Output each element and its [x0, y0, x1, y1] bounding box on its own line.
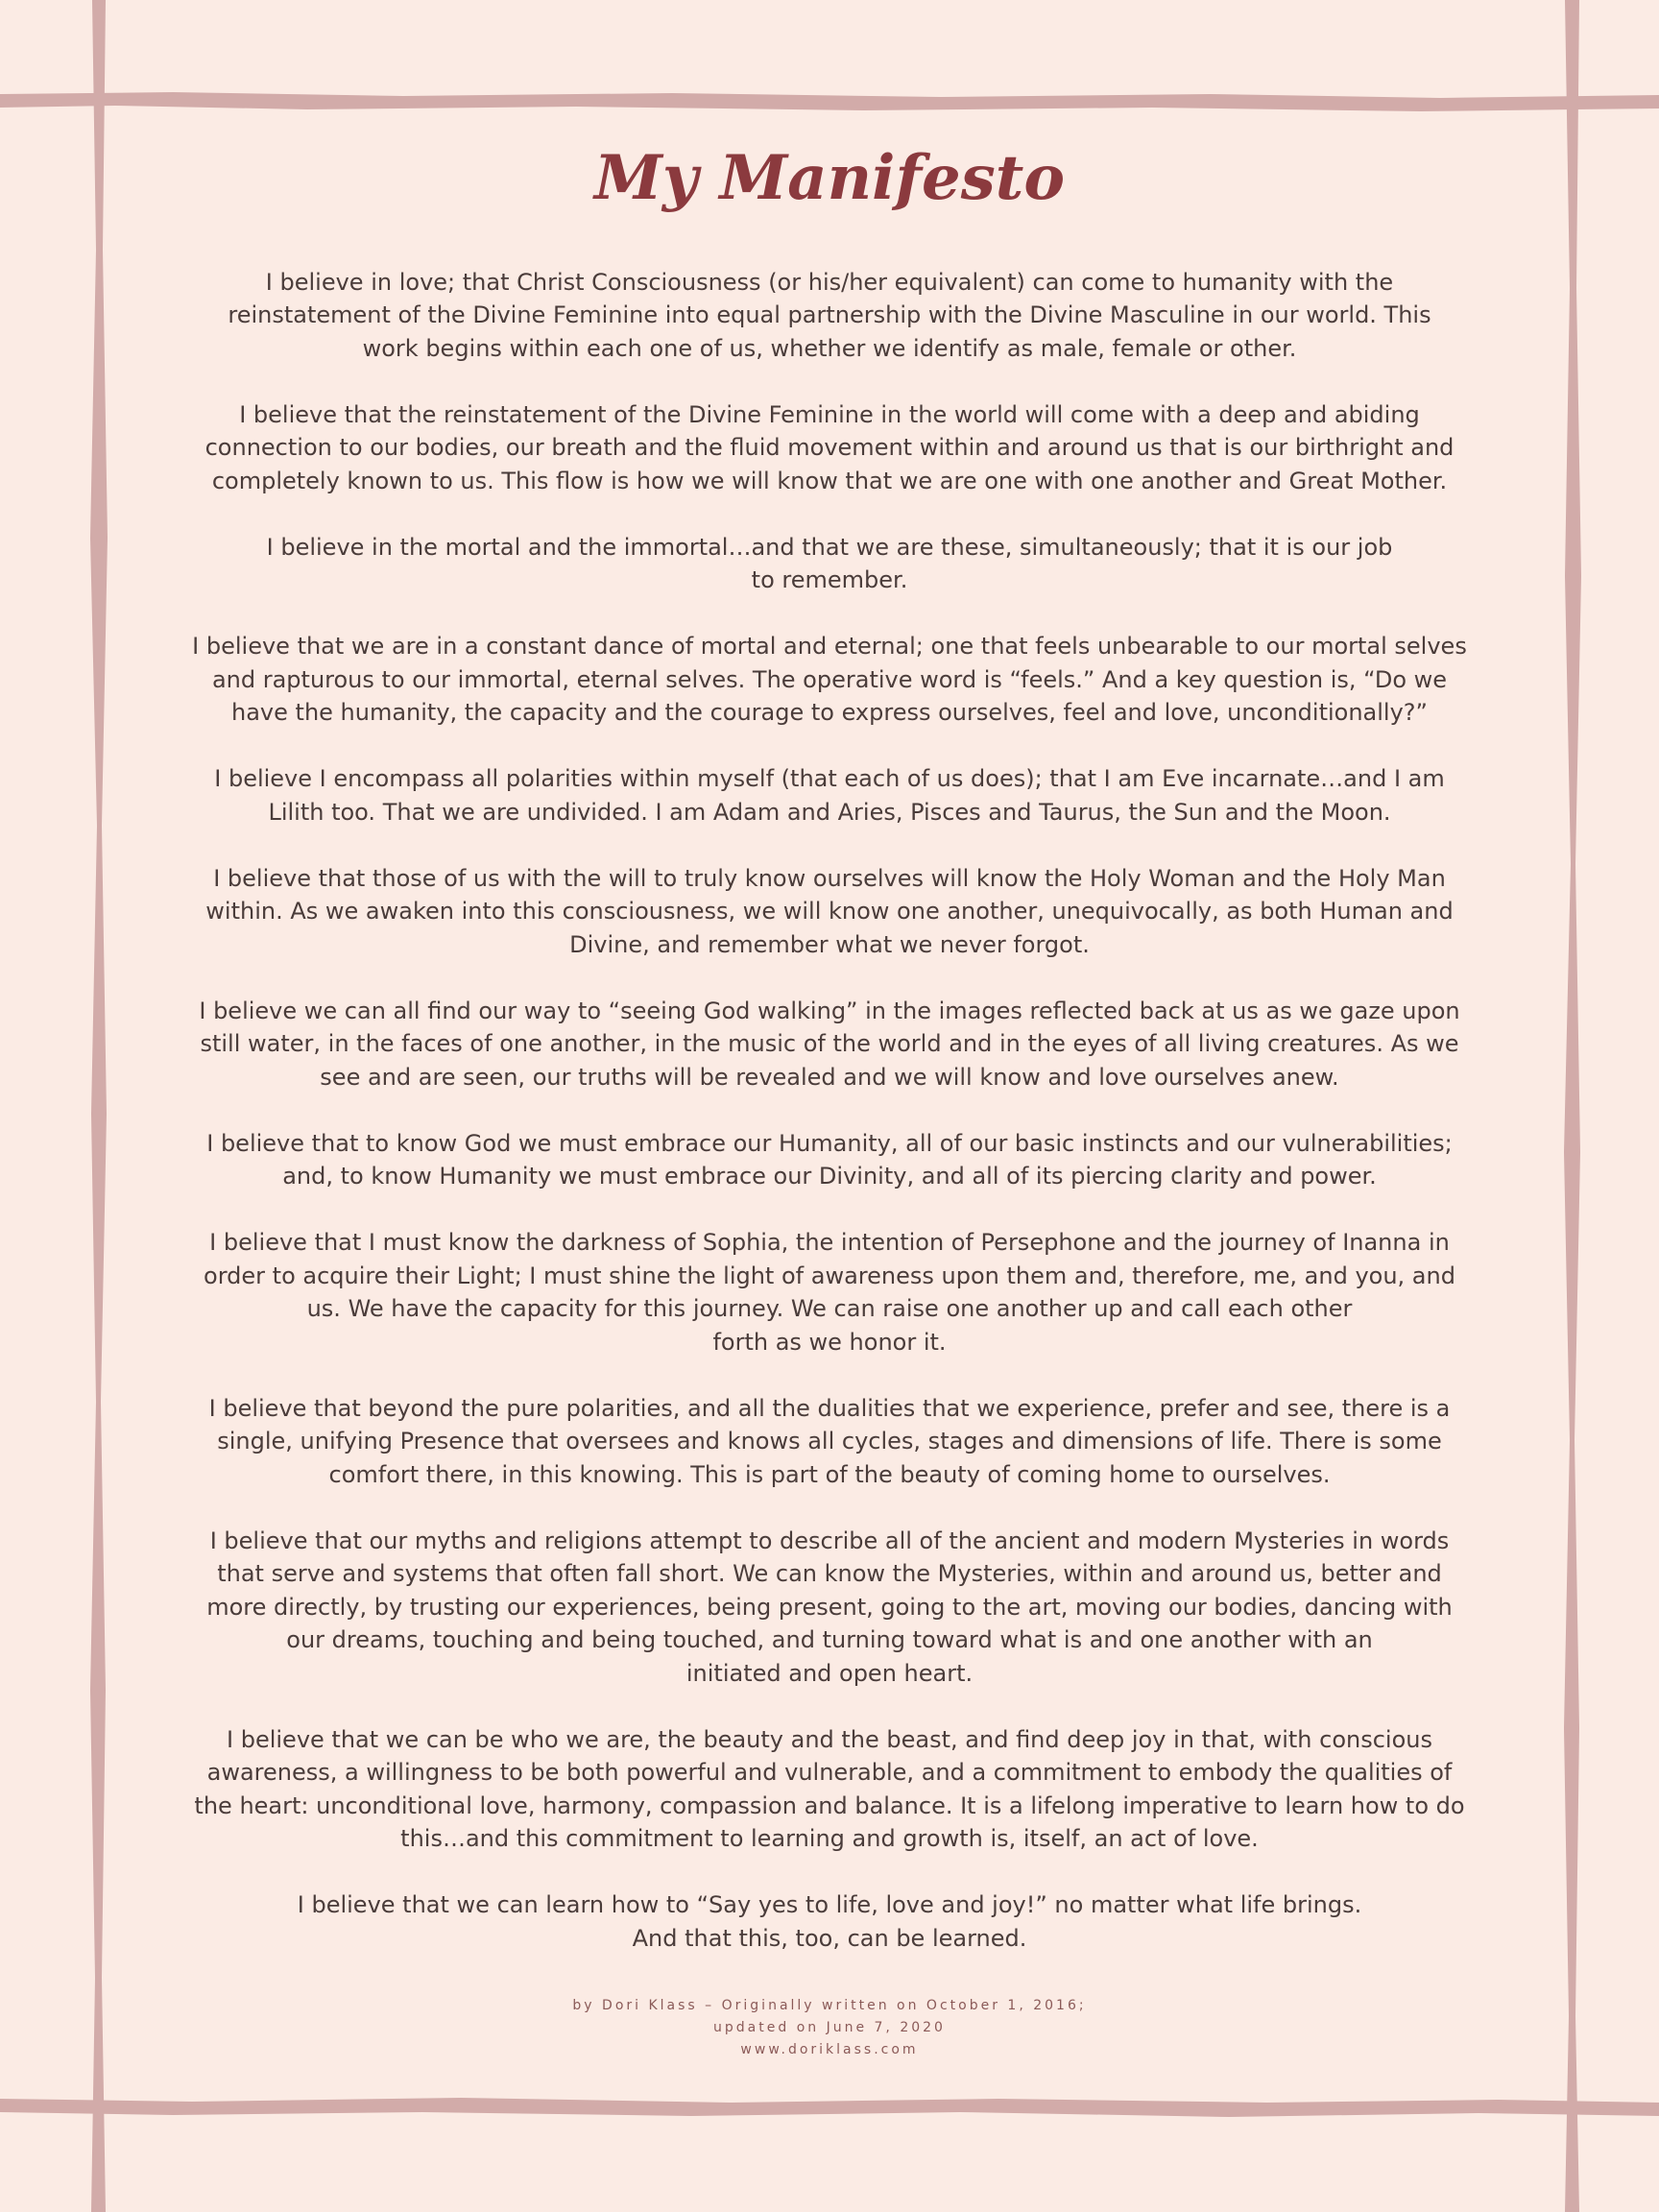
frame-line-bottom: [0, 2098, 1659, 2117]
paragraph-line: single, unifying Presence that oversees and knows all cycles, stages and dimensions of life. There is some: [217, 1428, 1442, 1455]
manifesto-paragraph: [182, 266, 1477, 366]
paragraph-line: have the humanity, the capacity and the courage to express ourselves, feel and love, unconditionally?”: [231, 699, 1428, 727]
footer-byline: by Dori Klass – Originally written on October 1, 2016;: [572, 1998, 1087, 2014]
manifesto-paragraph: [182, 1127, 1477, 1193]
footer-updated: updated on June 7, 2020: [713, 2020, 946, 2036]
manifesto-paragraph: [182, 1723, 1477, 1856]
footer-website: www.doriklass.com: [740, 2042, 919, 2058]
paragraph-line: that serve and systems that often fall short. We can know the Mysteries, within and around us, better and: [217, 1560, 1442, 1588]
manifesto-paragraph: [182, 630, 1477, 730]
manifesto-paragraphs: [182, 266, 1477, 1956]
frame-line-left: [90, 0, 108, 2212]
paragraph-line: this…and this commitment to learning and growth is, itself, an act of love.: [400, 1825, 1259, 1853]
paragraph-line: I believe that the reinstatement of the Divine Feminine in the world will come with a deep and abiding: [239, 400, 1420, 428]
paragraph-line: work begins within each one of us, whether we identify as male, female or other.: [362, 334, 1297, 362]
paragraph-line: Divine, and remember what we never forgot.: [569, 930, 1090, 958]
manifesto-paragraph: [182, 1888, 1477, 1955]
manifesto-paragraph: [182, 398, 1477, 498]
paragraph-line: completely known to us. This flow is how we will know that we are one with one another and Great Mother.: [211, 467, 1448, 494]
paragraph-line: within. As we awaken into this consciousness, we will know one another, unequivocally, as both Human and: [205, 898, 1454, 926]
paragraph-line: I believe I encompass all polarities within myself (that each of us does); that I am Eve incarnate…and I am: [214, 765, 1445, 793]
paragraph-line: see and are seen, our truths will be revealed and we will know and love ourselves anew.: [320, 1063, 1339, 1091]
manifesto-paragraph: [182, 1392, 1477, 1492]
paragraph-line: more directly, by trusting our experiences, being present, going to the art, moving our bodies, dancing with: [206, 1593, 1453, 1621]
paragraph-line: I believe that I must know the darkness of Sophia, the intention of Persephone and the journey of Inanna in: [209, 1229, 1450, 1257]
paragraph-line: to remember.: [751, 566, 908, 594]
paragraph-line: I believe that beyond the pure polarities, and all the dualities that we experience, prefer and see, there is a: [208, 1394, 1451, 1422]
paragraph-line: comfort there, in this knowing. This is part of the beauty of coming home to ourselves.: [328, 1460, 1331, 1488]
paragraph-line: forth as we honor it.: [712, 1328, 947, 1356]
paragraph-line: still water, in the faces of one another, in the music of the world and in the eyes of all living creatures. As we: [200, 1030, 1459, 1058]
manifesto-paragraph: [182, 1525, 1477, 1691]
paragraph-line: I believe that we are in a constant dance of mortal and eternal; one that feels unbearable to our mortal selves: [192, 633, 1467, 661]
paragraph-line: And that this, too, can be learned.: [632, 1924, 1027, 1952]
manifesto-paragraph: [182, 762, 1477, 829]
frame-line-right: [1564, 0, 1581, 2212]
paragraph-line: initiated and open heart.: [685, 1659, 974, 1687]
paragraph-line: and rapturous to our immortal, eternal selves. The operative word is “feels.” And a key question is, “Do we: [211, 665, 1448, 693]
paragraph-line: the heart: unconditional love, harmony, compassion and balance. It is a lifelong imperative to learn how to do: [194, 1791, 1465, 1819]
frame-line-top: [0, 92, 1659, 111]
paragraph-line: awareness, a willingness to be both powerful and vulnerable, and a commitment to embody the qualities of: [206, 1759, 1453, 1787]
paragraph-line: our dreams, touching and being touched, and turning toward what is and one another with an: [286, 1626, 1373, 1654]
paragraph-line: I believe that those of us with the will to truly know ourselves will know the Holy Woman and the Holy Man: [213, 864, 1446, 892]
page-title: My Manifesto: [594, 142, 1065, 214]
footer-credits: [182, 1995, 1477, 2061]
manifesto-paragraph: [182, 862, 1477, 962]
paragraph-line: I believe in the mortal and the immortal…and that we are these, simultaneously; that it is our job: [266, 533, 1393, 561]
paragraph-line: I believe that we can learn how to “Say yes to life, love and joy!” no matter what life brings.: [297, 1891, 1362, 1919]
manifesto-content: [182, 142, 1477, 2061]
paragraph-line: I believe that to know God we must embrace our Humanity, all of our basic instincts and our vulnerabilities;: [206, 1129, 1453, 1157]
paragraph-line: I believe we can all find our way to “seeing God walking” in the images reflected back at us as we gaze upon: [199, 997, 1460, 1024]
paragraph-line: and, to know Humanity we must embrace our Divinity, and all of its piercing clarity and power.: [282, 1163, 1377, 1190]
manifesto-paragraph: [182, 1226, 1477, 1358]
paragraph-line: us. We have the capacity for this journey. We can raise one another up and call each other: [306, 1295, 1353, 1323]
paragraph-line: I believe that our myths and religions attempt to describe all of the ancient and modern Mysteries in words: [209, 1527, 1450, 1554]
paragraph-line: I believe in love; that Christ Consciousness (or his/her equivalent) can come to humanity with the: [265, 268, 1394, 296]
paragraph-line: reinstatement of the Divine Feminine into equal partnership with the Divine Masculine in our world. This: [228, 301, 1431, 329]
manifesto-paragraph: [182, 531, 1477, 597]
manifesto-paragraph: [182, 995, 1477, 1094]
paragraph-line: Lilith too. That we are undivided. I am Adam and Aries, Pisces and Taurus, the Sun and the Moon.: [268, 798, 1391, 826]
paragraph-line: I believe that we can be who we are, the beauty and the beast, and find deep joy in that, with conscious: [227, 1725, 1432, 1753]
paragraph-line: connection to our bodies, our breath and the fluid movement within and around us that is our birthright and: [204, 434, 1455, 462]
paragraph-line: order to acquire their Light; I must shine the light of awareness upon them and, therefore, me, and you, and: [204, 1262, 1455, 1289]
